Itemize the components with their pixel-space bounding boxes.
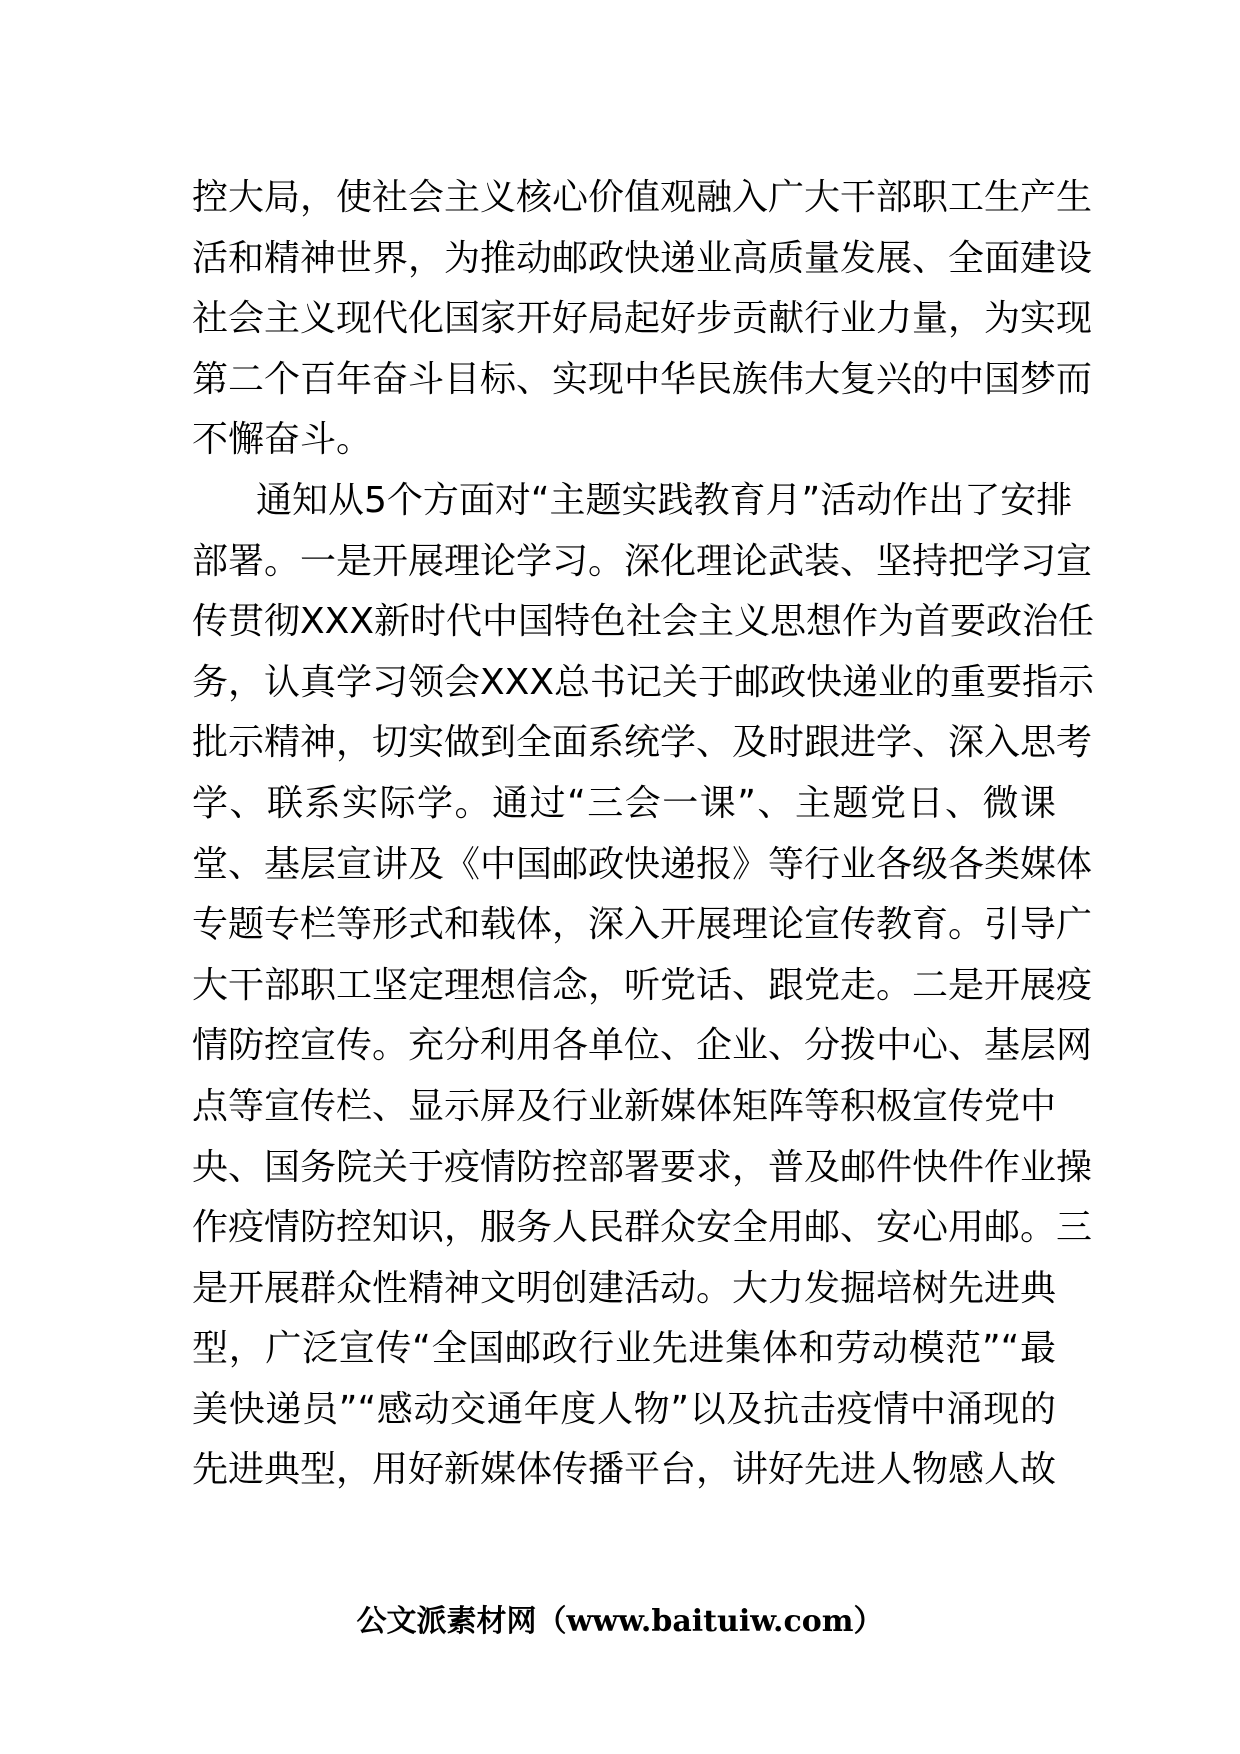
document-body [192, 168, 1094, 1501]
text-line: 第二个百年奋斗目标、实现中华民族伟大复兴的中国梦而 [192, 358, 1093, 400]
text-line: 务，认真学习领会XXX总书记关于邮政快递业的重要指示 [192, 661, 1094, 703]
text-line: 活和精神世界，为推动邮政快递业高质量发展、全面建设 [192, 237, 1093, 279]
text-line: 作疫情防控知识，服务人民群众安全用邮、安心用邮。三 [192, 1207, 1093, 1249]
text-line: 是开展群众性精神文明创建活动。大力发掘培树先进典 [192, 1267, 1057, 1309]
text-line: 不懈奋斗。 [192, 419, 373, 461]
text-line: 社会主义现代化国家开好局起好步贡献行业力量，为实现 [192, 298, 1093, 340]
text-line: 专题专栏等形式和载体，深入开展理论宣传教育。引导广 [192, 904, 1093, 946]
text-line: 先进典型，用好新媒体传播平台，讲好先进人物感人故 [192, 1449, 1057, 1491]
text-line: 美快递员”“感动交通年度人物”以及抗击疫情中涌现的 [192, 1388, 1056, 1430]
text-line: 堂、基层宣讲及《中国邮政快递报》等行业各级各类媒体 [192, 843, 1093, 885]
text-line: 情防控宣传。充分利用各单位、企业、分拨中心、基层网 [192, 1025, 1093, 1067]
text-line: 部署。一是开展理论学习。深化理论武装、坚持把学习宣 [192, 540, 1093, 582]
text-line: 批示精神，切实做到全面系统学、及时跟进学、深入思考 [192, 722, 1093, 764]
text-line: 通知从5个方面对“主题实践教育月”活动作出了安排 [256, 479, 1073, 521]
text-line: 控大局，使社会主义核心价值观融入广大干部职工生产生 [192, 177, 1093, 218]
text-line: 型，广泛宣传“全国邮政行业先进集体和劳动模范”“最 [192, 1328, 1056, 1370]
page-footer: 公文派素材网（www.baituiw.com） [356, 1604, 884, 1639]
text-line: 大干部职工坚定理想信念，听党话、跟党走。二是开展疫 [192, 964, 1093, 1006]
text-line: 央、国务院关于疫情防控部署要求，普及邮件快件作业操 [192, 1146, 1093, 1188]
text-line: 点等宣传栏、显示屏及行业新媒体矩阵等积极宣传党中 [192, 1085, 1057, 1127]
text-line: 传贯彻XXX新时代中国特色社会主义思想作为首要政治任 [192, 601, 1094, 643]
text-line: 学、联系实际学。通过“三会一课”、主题党日、微课 [192, 782, 1056, 824]
